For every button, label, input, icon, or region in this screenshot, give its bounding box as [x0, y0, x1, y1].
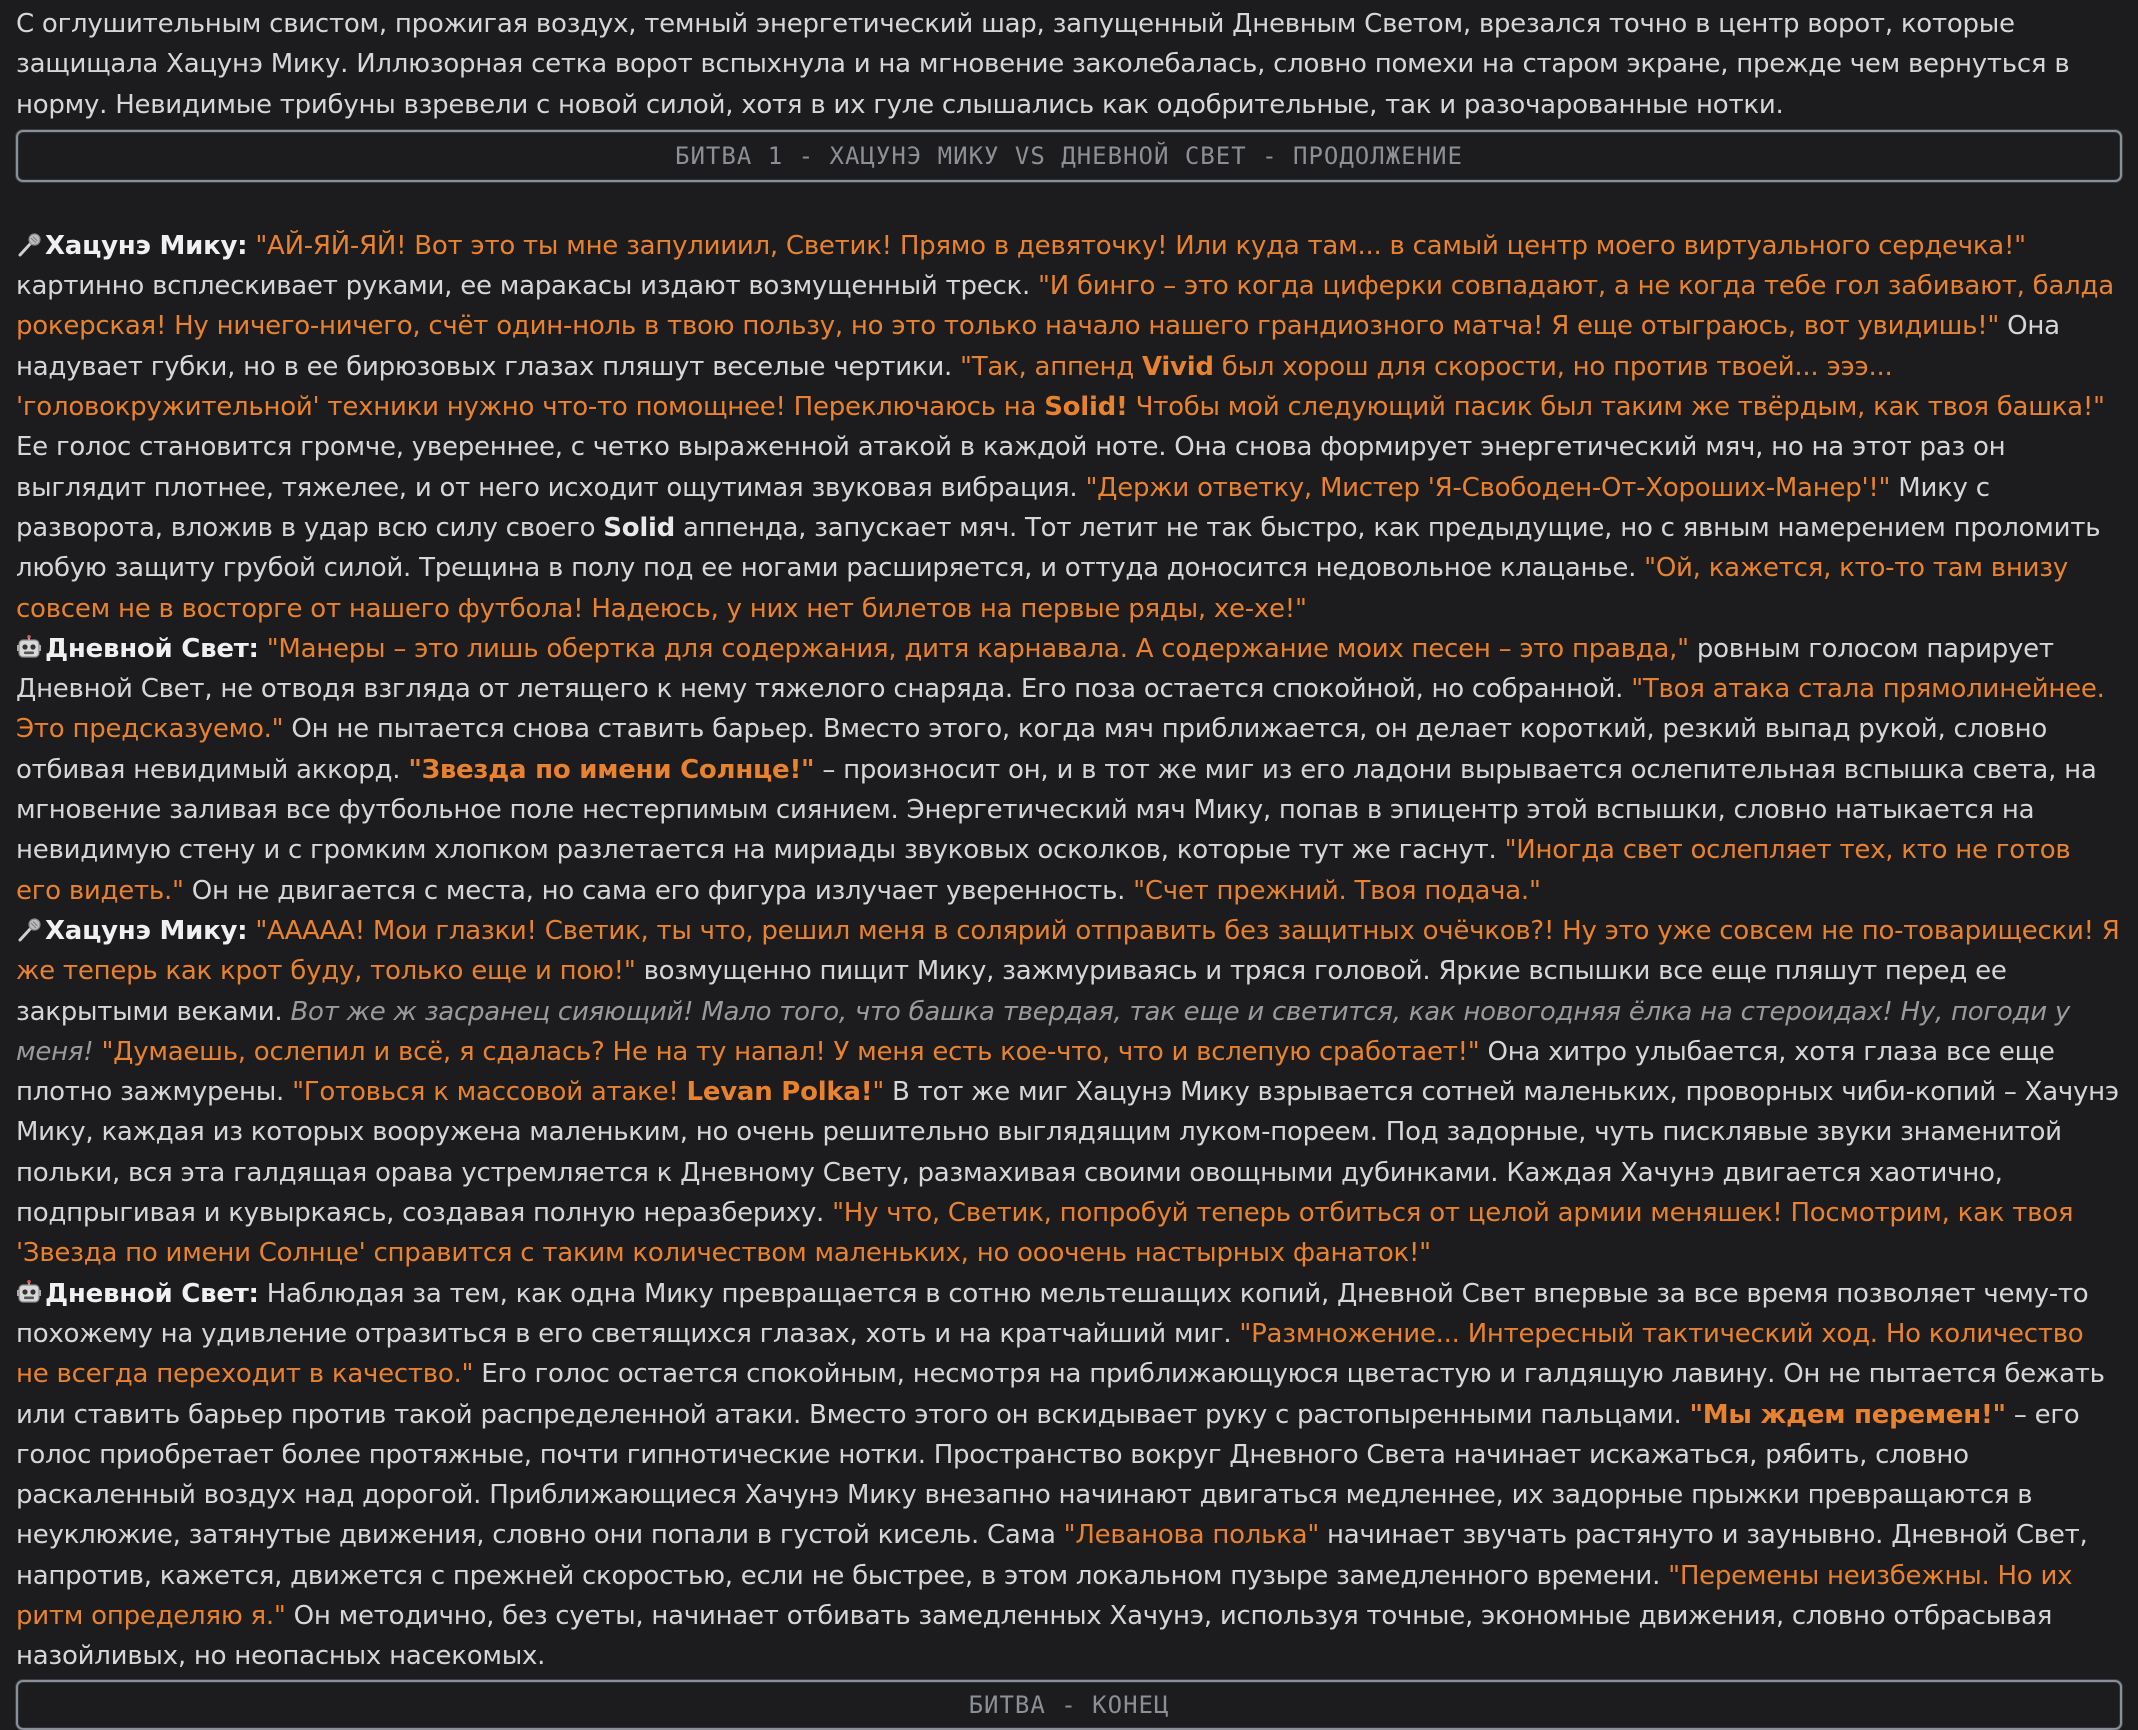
narration-text: Наблюдая за тем, как одна Мику превращается в сотню мельтешащих копий, Дневной Свет впервые за все время позволяет чему-то похожему на удивление отразиться в его светящихся глазах, хоть и на кратчайший миг.: [16, 1278, 2089, 1349]
message-body: [16, 231, 2114, 624]
narration-text: Ее голос становится громче, увереннее, с четко выраженной атакой в каждой ноте. Она снова формирует энергетический мяч, но на этот раз он выглядит плотнее, тяжелее, и от него исходит ощутимая звуковая вибрация.: [16, 432, 2006, 503]
quote-text: "Ну что, Светик, попробуй теперь отбиться от целой армии меняшек! Посмотрим, как твоя 'Звезда по имени Солнце' справится с таким количеством маленьких, но ooочень настырных фанаток!": [16, 1198, 2074, 1269]
quote-text: "Так, аппенд: [960, 351, 1142, 382]
intro-paragraph: С оглушительным свистом, прожигая воздух, темный энергетический шар, запущенный Дневным Светом, врезался точно в центр ворот, которые защищала Хацунэ Мику. Иллюзорная сетка ворот вспыхнула и на мгновение заколебалась, словно помехи на старом экране, прежде чем вернуться в норму. Невидимые трибуны взревели с новой силой, хотя в их гуле слышались как одобрительные, так и разочарованные нотки.: [16, 9, 2070, 120]
narration-text: Мику с разворота, вложив в удар всю силу своего: [16, 472, 1990, 543]
battle-banner-end: БИТВА - КОНЕЦ: [16, 1680, 2122, 1730]
quote-text-bold: "Звезда по имени Солнце!": [408, 754, 815, 785]
message-daylight-1: [16, 629, 2122, 911]
quote-text: "Счет прежний. Твоя подача.": [1133, 875, 1541, 906]
quote-text: "Думаешь, ослепил и всё, я сдалась? Не на ту напал! У меня есть кое-что, что и вслепую сработает!": [101, 1036, 1480, 1067]
spacer: [16, 182, 2122, 226]
quote-text-bold: Solid!: [1044, 392, 1128, 423]
quote-text-bold: Vivid: [1141, 351, 1214, 382]
narration-text: ровным голосом парирует Дневной Свет, не отводя взгляда от летящего к нему тяжелого снаряда. Его поза остается спокойной, но собранной.: [16, 633, 2054, 705]
robot-face-icon: [16, 1278, 42, 1304]
quote-text: "Ой, кажется, кто-то там внизу совсем не в восторге от нашего футбола! Надеюсь, у них нет билетов на первые ряды, хе-хе!": [16, 553, 2068, 624]
narration-text: аппенда, запускает мяч. Тот летит не так быстро, как предыдущие, но с явным намерением проломить любую защиту грубой силой. Трещина в полу под ее ногами расширяется, и оттуда доносится недовольное клацанье.: [16, 512, 2101, 584]
quote-text: ": [872, 1077, 885, 1108]
message-miku-1: [16, 226, 2122, 629]
narration-text: – произносит он, и в тот же миг из его ладони вырывается ослепительная вспышка света, на мгновение заливая все футбольное поле нестерпимым сиянием. Энергетический мяч Мику, попав в эпицентр этой вспышки, словно натыкается на невидимую стену и с громким хлопком разлетается на мириады звуковых осколков, которые тут же гаснут.: [16, 754, 2097, 866]
quote-text: "Манеры – это лишь обертка для содержания, дитя карнавала. А содержание моих песен – это правда,": [266, 633, 1689, 664]
narration-text: Он методично, без суеты, начинает отбивать замедленных Хачунэ, используя точные, экономные движения, словно отбрасывая назойливых, но неопасных насекомых.: [16, 1600, 2053, 1672]
message-body: [16, 916, 2120, 1268]
speaker-name: Дневной Свет:: [45, 1278, 259, 1309]
microphone-icon: [16, 915, 42, 941]
quote-text: "Готовься к массовой атаке!: [292, 1077, 687, 1108]
speaker-name: Хацунэ Мику:: [45, 230, 248, 261]
narration-text: Он не пытается снова ставить барьер. Вместо этого, когда мяч приближается, он делает короткий, резкий выпад рукой, словно отбивая невидимый аккорд.: [16, 714, 2048, 785]
narration-text: возмущенно пищит Мику, зажмуриваясь и тряся головой. Яркие вспышки все еще пляшут перед ее закрытыми веками.: [16, 956, 2007, 1027]
message-body: [16, 634, 2105, 906]
quote-text: "Держи ответку, Мистер 'Я-Свободен-От-Хороших-Манер'!": [1085, 472, 1891, 503]
robot-face-icon: [16, 633, 42, 659]
speaker-name: Хацунэ Мику:: [45, 915, 248, 946]
narration-text: – его голос приобретает более протяжные, почти гипнотические нотки. Пространство вокруг Дневного Света начинает искажаться, рябить, словно раскаленный воздух над дорогой. Приближающиеся Хачунэ Мику внезапно начинают двигаться медленнее, их задорные прыжки превращаются в неуклюжие, затянутые движения, словно они попали в густой кисель. Сама: [16, 1399, 2080, 1551]
thought-text: Вот же ж засранец сияющий! Мало того, что башка твердая, так еще и светится, как новогодняя ёлка на стероидах! Ну, погоди у меня!: [16, 996, 2071, 1067]
quote-text: "И бинго – это когда циферки совпадают, а не когда тебе гол забивают, балда рокерская! Ну ничего-ничего, счёт один-ноль в твою пользу, но это только начало нашего грандиозного матча! Я еще отыграюсь, вот увидишь!": [16, 271, 2114, 342]
bold-text: Solid: [603, 512, 676, 543]
narration-text: Его голос остается спокойным, несмотря на приближающуюся цветастую и галдящую лавину. Он не пытается бежать или ставить барьер против такой распределенной атаки. Вместо этого он вскидывает руку с растопыренными пальцами.: [16, 1359, 2105, 1430]
quote-text: "Твоя атака стала прямолинейнее. Это предсказуемо.": [16, 674, 2105, 745]
quote-text: Чтобы мой следующий пасик был таким же твёрдым, как твоя башка!": [1127, 392, 2105, 423]
quote-text: "ААААА! Мои глазки! Светик, ты что, решил меня в солярий отправить без защитных очёчков?! Ну это уже совсем не по-товарищески! Я же теперь как крот буду, только еще и пою!": [16, 915, 2120, 987]
narration-text: Она надувает губки, но в ее бирюзовых глазах пляшут веселые чертики.: [16, 311, 2060, 382]
quote-text: "АЙ-ЯЙ-ЯЙ! Вот это ты мне запулииил, Светик! Прямо в девяточку! Или куда там... в самый центр моего виртуального сердечка!": [255, 230, 2026, 261]
quote-text: "Размножение... Интересный тактический ход. Но количество не всегда переходит в качество.": [16, 1318, 2084, 1390]
narration-text: Она хитро улыбается, хотя глаза все еще плотно зажмурены.: [16, 1036, 2055, 1108]
quote-text: "Перемены неизбежны. Но их ритм определяю я.": [16, 1560, 2073, 1631]
narration-text: В тот же миг Хацунэ Мику взрывается сотней маленьких, проворных чиби-копий – Хачунэ Мику, каждая из которых вооружена маленьким, но очень решительно выглядящим луком-пореем. Под задорные, чуть писклявые звуки знаменитой польки, вся эта галдящая орава устремляется к Дневному Свету, размахивая своими овощными дубинками. Каждая Хачунэ двигается хаотично, подпрыгивая и кувыркаясь, создавая полную неразбериху.: [16, 1077, 2119, 1229]
narration-text: картинно всплескивает руками, ее маракасы издают возмущенный треск.: [16, 271, 1039, 302]
battle-banner-continue: БИТВА 1 - ХАЦУНЭ МИКУ VS ДНЕВНОЙ СВЕТ - ПРОДОЛЖЕНИЕ: [16, 130, 2122, 182]
quote-text-bold: Levan Polka!: [686, 1077, 873, 1108]
quote-text-bold: "Мы ждем перемен!": [1689, 1399, 2006, 1430]
quote-text: был хорош для скорости, но против твоей... эээ... 'головокружительной' техники нужно что-то помощнее! Переключаюсь на: [16, 351, 1893, 423]
message-daylight-2: [16, 1274, 2122, 1677]
message-miku-2: [16, 911, 2122, 1274]
message-body: [16, 1279, 2105, 1672]
speaker-name: Дневной Свет:: [45, 633, 259, 664]
quote-text: "Леванова полька": [1063, 1520, 1320, 1551]
narration-text: Он не двигается с места, но сама его фигура излучает уверенность.: [183, 875, 1134, 906]
narration-text: начинает звучать растянуто и заунывно. Дневной Свет, напротив, кажется, движется с прежней скоростью, если не быстрее, в этом локальном пузыре замедленного времени.: [16, 1520, 2088, 1591]
chat-log: [16, 0, 2122, 1730]
microphone-icon: [16, 230, 42, 256]
quote-text: "Иногда свет ослепляет тех, кто не готов его видеть.": [16, 835, 2071, 906]
